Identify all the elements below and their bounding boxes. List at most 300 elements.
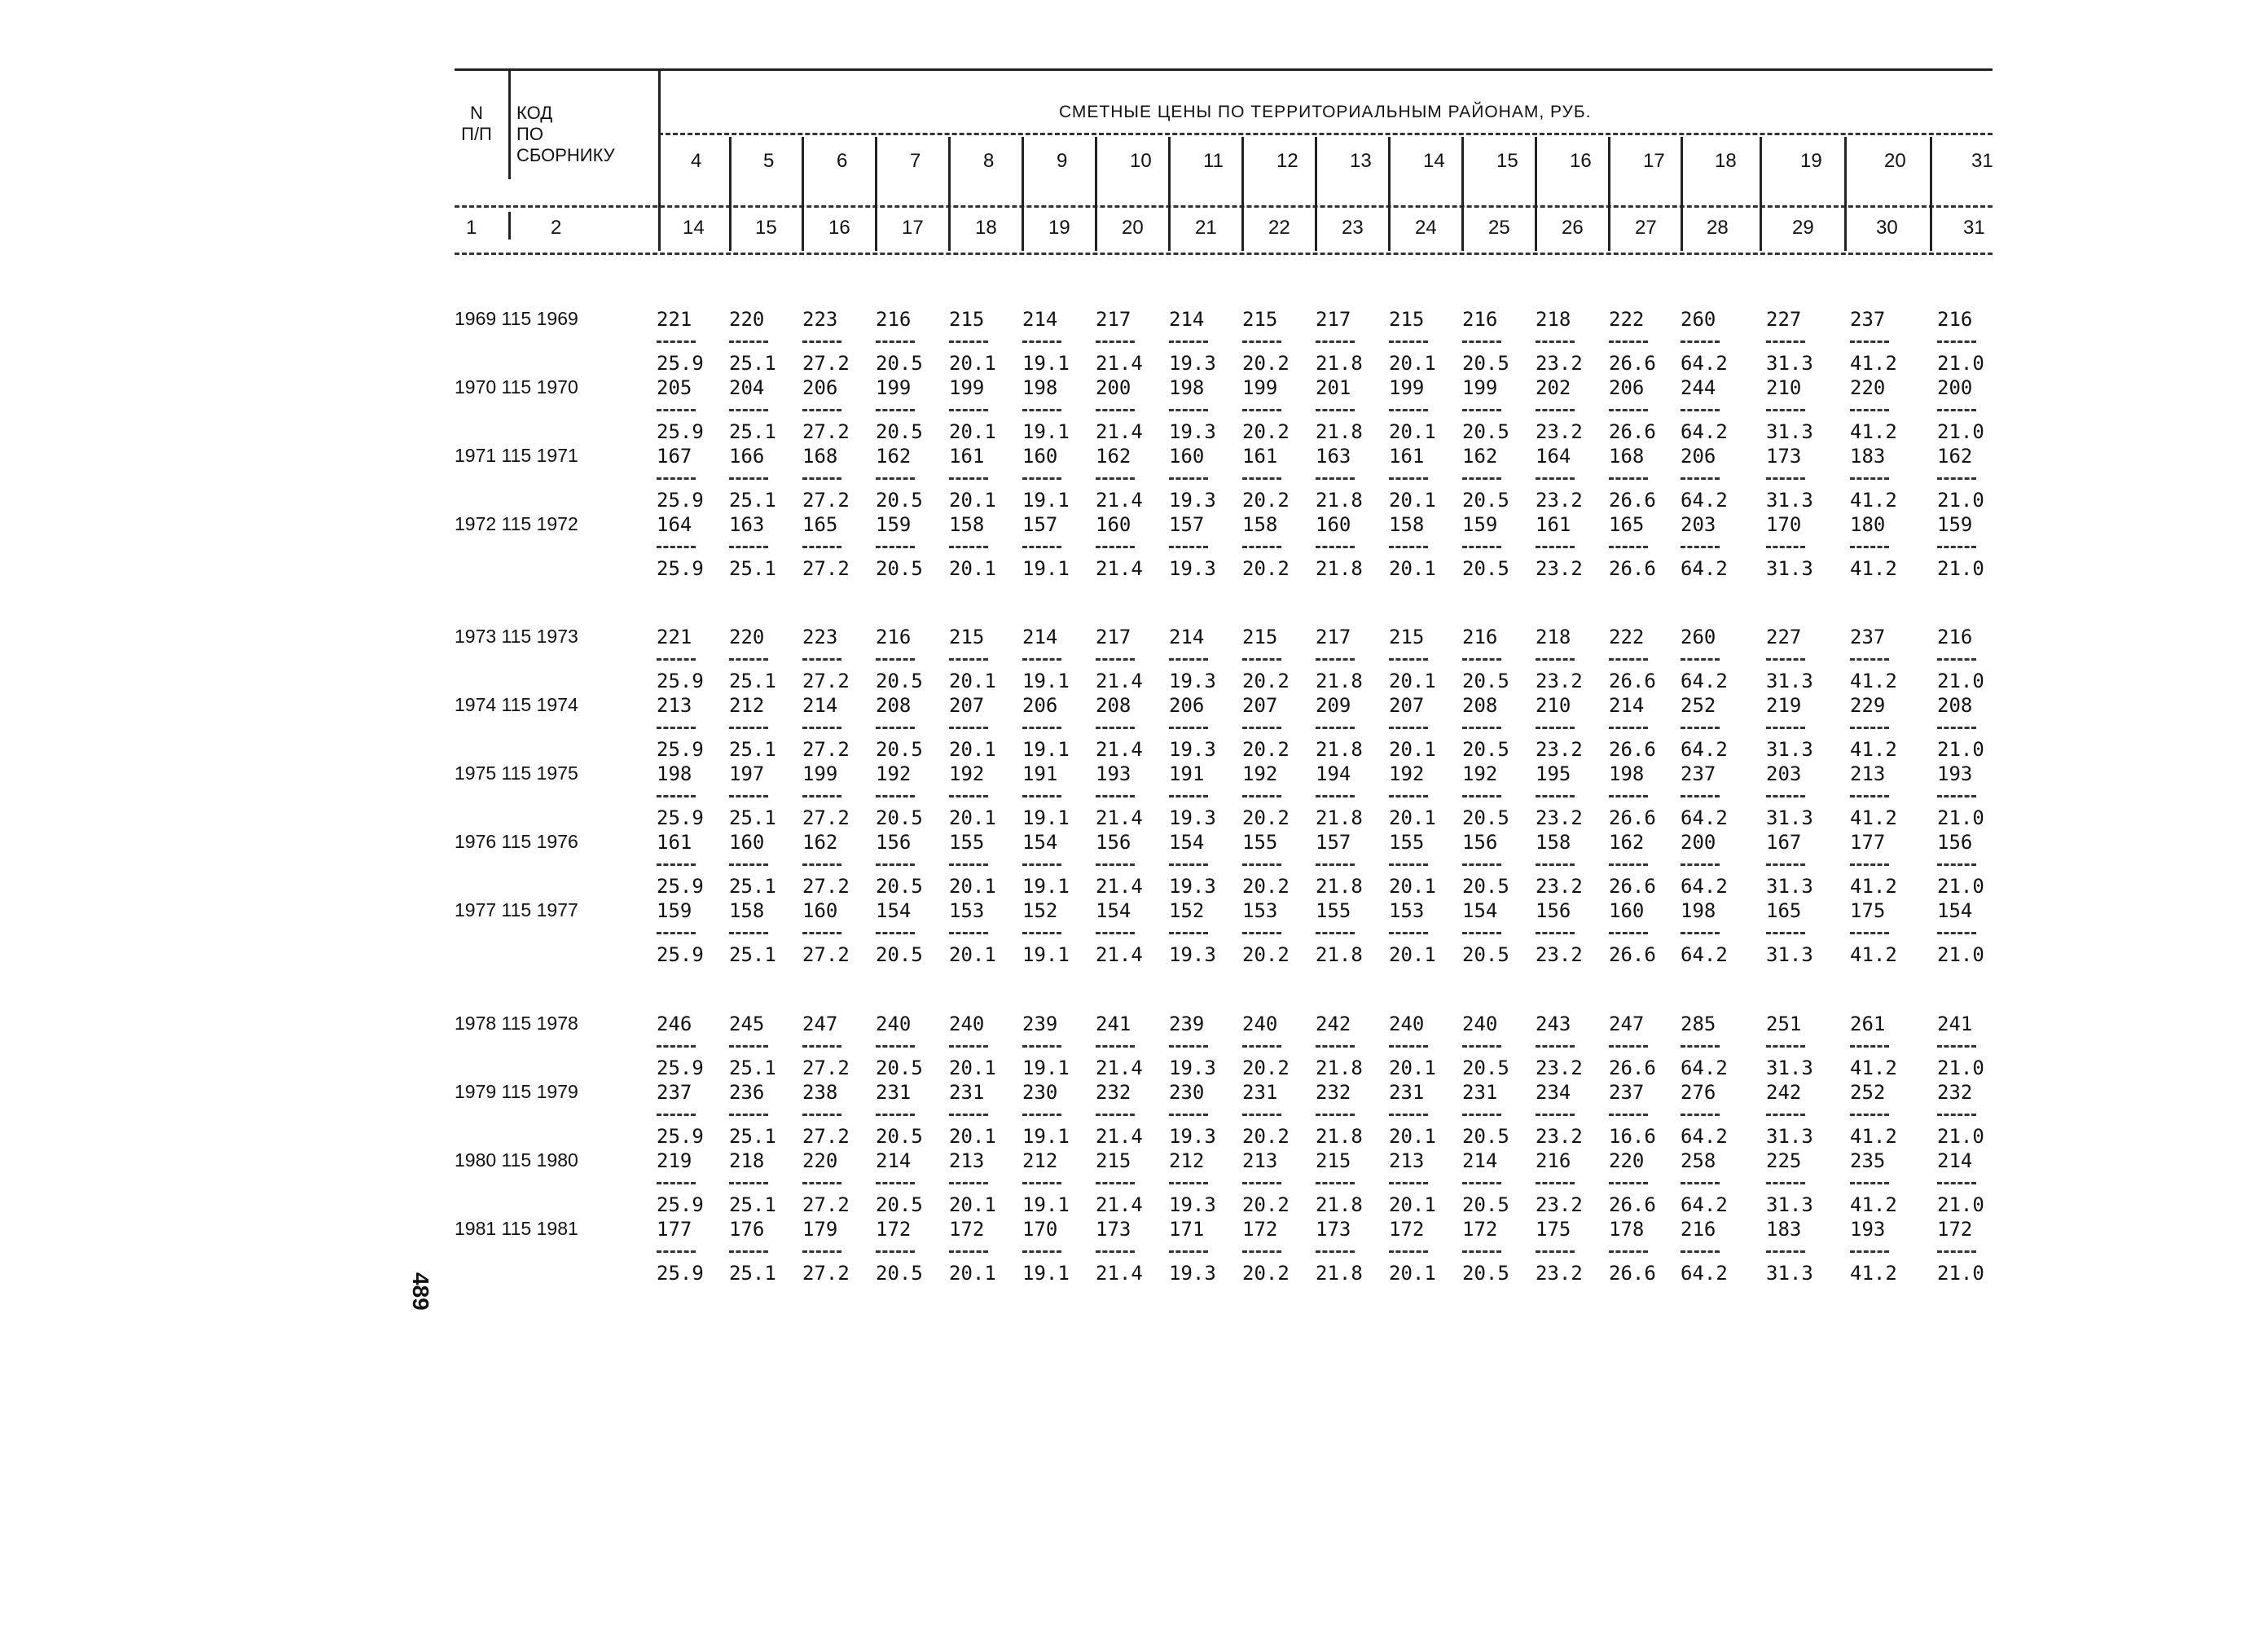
cell-separator	[1937, 795, 1976, 797]
cell-separator	[1169, 863, 1208, 866]
cell-separator	[1609, 477, 1648, 480]
coefficient-cell: 21.0	[1937, 875, 1984, 898]
cell-separator	[1242, 727, 1281, 729]
coefficient-cell: 23.2	[1536, 1262, 1583, 1285]
coefficient-cell: 25.9	[657, 670, 704, 692]
coefficient-cell: 20.1	[1389, 352, 1436, 375]
coefficient-cell: 31.3	[1766, 943, 1813, 966]
cell-separator	[1096, 727, 1135, 729]
coefficient-cell: 21.0	[1937, 1057, 1984, 1079]
price-cell: 168	[802, 445, 838, 468]
cell-separator	[876, 1045, 915, 1048]
coefficient-cell: 19.1	[1022, 943, 1070, 966]
cell-separator	[1609, 341, 1648, 343]
cell-separator	[1389, 863, 1428, 866]
cell-separator	[1316, 409, 1355, 411]
cell-separator	[1022, 795, 1061, 797]
cell-separator	[1609, 932, 1648, 934]
coefficient-cell: 20.1	[1389, 489, 1436, 512]
cell-separator	[1766, 1114, 1805, 1116]
cell-separator	[1937, 477, 1976, 480]
cell-separator	[1937, 863, 1976, 866]
cell-separator	[1681, 727, 1720, 729]
coefficient-cell: 19.1	[1022, 806, 1070, 829]
cell-separator	[1462, 546, 1501, 548]
column-divider	[1095, 137, 1097, 251]
price-cell: 242	[1766, 1081, 1802, 1104]
column-index: 31	[1963, 217, 1985, 239]
row-code: 1975 115 1975	[455, 762, 578, 784]
cell-separator	[1096, 1045, 1135, 1048]
cell-separator	[1766, 727, 1805, 729]
price-cell: 260	[1681, 626, 1716, 648]
price-cell: 159	[657, 899, 692, 922]
price-cell: 220	[729, 308, 765, 331]
cell-separator	[1681, 932, 1720, 934]
coefficient-cell: 41.2	[1850, 557, 1897, 580]
cell-separator	[876, 341, 915, 343]
cell-separator	[949, 341, 988, 343]
coefficient-cell: 25.1	[729, 1057, 776, 1079]
coefficient-cell: 21.0	[1937, 806, 1984, 829]
coefficient-cell: 21.4	[1096, 1193, 1143, 1216]
price-cell: 216	[1462, 308, 1498, 331]
cell-separator	[949, 863, 988, 866]
coefficient-cell: 27.2	[802, 557, 850, 580]
coefficient-cell: 25.9	[657, 1262, 704, 1285]
coefficient-cell: 64.2	[1681, 738, 1728, 761]
price-cell: 221	[657, 308, 692, 331]
column-divider	[1315, 137, 1317, 251]
cell-separator	[802, 1114, 841, 1116]
cell-separator	[1850, 863, 1889, 866]
price-cell: 207	[1242, 694, 1278, 717]
coefficient-cell: 25.9	[657, 420, 704, 443]
cell-separator	[1536, 409, 1575, 411]
cell-separator	[729, 341, 768, 343]
region-number: 12	[1276, 150, 1298, 172]
price-cell: 158	[949, 513, 985, 536]
cell-separator	[1242, 409, 1281, 411]
cell-separator	[1609, 795, 1648, 797]
price-cell: 217	[1096, 626, 1131, 648]
page-number: 489	[408, 1272, 433, 1311]
price-cell: 247	[1609, 1013, 1645, 1035]
coefficient-cell: 20.2	[1242, 420, 1290, 443]
coefficient-cell: 21.0	[1937, 670, 1984, 692]
cell-separator	[949, 1114, 988, 1116]
cell-separator	[802, 795, 841, 797]
coefficient-cell: 21.4	[1096, 738, 1143, 761]
price-cell: 161	[1536, 513, 1571, 536]
cell-separator	[1681, 863, 1720, 866]
column-divider	[1168, 137, 1171, 251]
coefficient-cell: 21.0	[1937, 1262, 1984, 1285]
row-code: 1981 115 1981	[455, 1218, 578, 1239]
coefficient-cell: 41.2	[1850, 352, 1897, 375]
cell-separator	[657, 932, 696, 934]
coefficient-cell: 26.6	[1609, 875, 1656, 898]
row-code: 1969 115 1969	[455, 308, 578, 329]
cell-separator	[1389, 1045, 1428, 1048]
cell-separator	[1022, 727, 1061, 729]
price-cell: 212	[1169, 1149, 1205, 1172]
coefficient-cell: 20.2	[1242, 1193, 1290, 1216]
price-cell: 161	[1242, 445, 1278, 468]
price-cell: 160	[1022, 445, 1058, 468]
price-cell: 180	[1850, 513, 1886, 536]
cell-separator	[1766, 1045, 1805, 1048]
column-index: 16	[828, 217, 850, 239]
price-cell: 214	[876, 1149, 912, 1172]
cell-separator	[1850, 1182, 1889, 1184]
price-cell: 199	[1389, 376, 1425, 399]
price-cell: 214	[1022, 308, 1058, 331]
cell-separator	[1609, 1045, 1648, 1048]
cell-separator	[657, 341, 696, 343]
price-cell: 183	[1850, 445, 1886, 468]
cell-separator	[1850, 341, 1889, 343]
coefficient-cell: 21.8	[1316, 1262, 1363, 1285]
cell-separator	[1850, 409, 1889, 411]
coefficient-cell: 20.5	[1462, 670, 1509, 692]
coefficient-cell: 20.5	[876, 420, 923, 443]
price-cell: 244	[1681, 376, 1716, 399]
price-cell: 210	[1536, 694, 1571, 717]
coefficient-cell: 23.2	[1536, 1125, 1583, 1148]
coefficient-cell: 31.3	[1766, 806, 1813, 829]
price-cell: 239	[1022, 1013, 1058, 1035]
coefficient-cell: 23.2	[1536, 806, 1583, 829]
coefficient-cell: 21.8	[1316, 875, 1363, 898]
coefficient-cell: 20.5	[876, 738, 923, 761]
price-cell: 192	[1389, 762, 1425, 785]
price-cell: 191	[1169, 762, 1205, 785]
coefficient-cell: 64.2	[1681, 670, 1728, 692]
price-cell: 214	[1022, 626, 1058, 648]
cell-separator	[1937, 409, 1976, 411]
price-cell: 239	[1169, 1013, 1205, 1035]
coefficient-cell: 25.9	[657, 943, 704, 966]
cell-separator	[1609, 727, 1648, 729]
coefficient-cell: 31.3	[1766, 557, 1813, 580]
cell-separator	[1850, 932, 1889, 934]
price-cell: 207	[949, 694, 985, 717]
cell-separator	[1022, 658, 1061, 661]
cell-separator	[1316, 932, 1355, 934]
cell-separator	[1316, 477, 1355, 480]
cell-separator	[1766, 932, 1805, 934]
coefficient-cell: 20.1	[1389, 1262, 1436, 1285]
coefficient-cell: 20.5	[1462, 1057, 1509, 1079]
price-cell: 160	[1169, 445, 1205, 468]
price-cell: 218	[1536, 308, 1571, 331]
coefficient-cell: 27.2	[802, 420, 850, 443]
price-cell: 206	[1169, 694, 1205, 717]
price-cell: 192	[1242, 762, 1278, 785]
price-cell: 237	[1681, 762, 1716, 785]
cell-separator	[729, 477, 768, 480]
coefficient-cell: 20.5	[876, 1125, 923, 1148]
cell-separator	[657, 546, 696, 548]
price-cell: 156	[1937, 831, 1973, 854]
cell-separator	[876, 863, 915, 866]
coefficient-cell: 19.1	[1022, 352, 1070, 375]
cell-separator	[1609, 863, 1648, 866]
cell-separator	[657, 727, 696, 729]
coefficient-cell: 31.3	[1766, 1193, 1813, 1216]
price-cell: 220	[1609, 1149, 1645, 1172]
price-cell: 160	[802, 899, 838, 922]
column-index: 23	[1342, 217, 1364, 239]
price-cell: 164	[657, 513, 692, 536]
cell-separator	[1462, 1250, 1501, 1253]
coefficient-cell: 19.1	[1022, 1057, 1070, 1079]
coefficient-cell: 20.5	[1462, 1193, 1509, 1216]
coefficient-cell: 25.1	[729, 1125, 776, 1148]
price-cell: 163	[1316, 445, 1351, 468]
price-cell: 173	[1316, 1218, 1351, 1241]
coefficient-cell: 20.5	[1462, 420, 1509, 443]
coefficient-cell: 25.9	[657, 1057, 704, 1079]
cell-separator	[1536, 1182, 1575, 1184]
cell-separator	[1316, 1114, 1355, 1116]
price-cell: 165	[1609, 513, 1645, 536]
coefficient-cell: 25.1	[729, 875, 776, 898]
cell-separator	[1536, 727, 1575, 729]
price-cell: 247	[802, 1013, 838, 1035]
coefficient-cell: 20.2	[1242, 489, 1290, 512]
coefficient-cell: 21.0	[1937, 738, 1984, 761]
price-cell: 154	[876, 899, 912, 922]
price-cell: 199	[949, 376, 985, 399]
price-cell: 191	[1022, 762, 1058, 785]
column-divider	[1844, 137, 1847, 251]
cell-separator	[1096, 1182, 1135, 1184]
coefficient-cell: 25.9	[657, 806, 704, 829]
price-cell: 227	[1766, 308, 1802, 331]
price-cell: 167	[1766, 831, 1802, 854]
cell-separator	[802, 863, 841, 866]
price-cell: 193	[1850, 1218, 1886, 1241]
coefficient-cell: 20.5	[876, 875, 923, 898]
cell-separator	[1681, 546, 1720, 548]
coefficient-cell: 21.0	[1937, 489, 1984, 512]
price-cell: 206	[802, 376, 838, 399]
price-cell: 207	[1389, 694, 1425, 717]
coefficient-cell: 31.3	[1766, 489, 1813, 512]
cell-separator	[1681, 341, 1720, 343]
column-index: 25	[1488, 217, 1510, 239]
price-cell: 161	[657, 831, 692, 854]
coefficient-cell: 20.1	[1389, 1125, 1436, 1148]
cell-separator	[876, 932, 915, 934]
coefficient-cell: 41.2	[1850, 806, 1897, 829]
cell-separator	[876, 546, 915, 548]
price-cell: 195	[1536, 762, 1571, 785]
cell-separator	[1536, 863, 1575, 866]
cell-separator	[802, 546, 841, 548]
price-cell: 241	[1096, 1013, 1131, 1035]
price-cell: 153	[949, 899, 985, 922]
coefficient-cell: 64.2	[1681, 1262, 1728, 1285]
price-cell: 172	[1937, 1218, 1973, 1241]
column-index: 24	[1415, 217, 1437, 239]
price-cell: 198	[1609, 762, 1645, 785]
cell-separator	[1389, 795, 1428, 797]
cell-separator	[876, 658, 915, 661]
cell-separator	[1389, 1250, 1428, 1253]
column-index: 28	[1707, 217, 1729, 239]
cell-separator	[1850, 658, 1889, 661]
price-cell: 213	[1242, 1149, 1278, 1172]
cell-separator	[1937, 658, 1976, 661]
cell-separator	[1609, 658, 1648, 661]
column-index: 19	[1048, 217, 1070, 239]
coefficient-cell: 20.2	[1242, 943, 1290, 966]
cell-separator	[1096, 409, 1135, 411]
cell-separator	[657, 863, 696, 866]
cell-separator	[1022, 546, 1061, 548]
header-row-number: N П/П	[461, 103, 492, 144]
coefficient-cell: 20.2	[1242, 557, 1290, 580]
price-cell: 155	[1242, 831, 1278, 854]
cell-separator	[1316, 341, 1355, 343]
row-code: 1971 115 1971	[455, 445, 578, 466]
coefficient-cell: 19.1	[1022, 420, 1070, 443]
price-cell: 154	[1169, 831, 1205, 854]
price-cell: 162	[1609, 831, 1645, 854]
cell-separator	[1169, 1114, 1208, 1116]
price-cell: 153	[1242, 899, 1278, 922]
cell-separator	[1536, 932, 1575, 934]
cell-separator	[1316, 727, 1355, 729]
cell-separator	[1389, 341, 1428, 343]
cell-separator	[1766, 795, 1805, 797]
cell-separator	[1242, 1045, 1281, 1048]
price-cell: 156	[1536, 899, 1571, 922]
price-cell: 241	[1937, 1013, 1973, 1035]
cell-separator	[1242, 932, 1281, 934]
coefficient-cell: 27.2	[802, 1262, 850, 1285]
cell-separator	[1242, 1182, 1281, 1184]
coefficient-cell: 19.3	[1169, 557, 1216, 580]
cell-separator	[1169, 546, 1208, 548]
coefficient-cell: 64.2	[1681, 943, 1728, 966]
price-cell: 232	[1316, 1081, 1351, 1104]
coefficient-cell: 19.3	[1169, 1125, 1216, 1148]
price-cell: 206	[1681, 445, 1716, 468]
price-cell: 230	[1022, 1081, 1058, 1104]
coefficient-cell: 20.2	[1242, 806, 1290, 829]
cell-separator	[1316, 795, 1355, 797]
coefficient-cell: 41.2	[1850, 1057, 1897, 1079]
coefficient-cell: 20.2	[1242, 875, 1290, 898]
price-cell: 217	[1316, 308, 1351, 331]
coefficient-cell: 26.6	[1609, 738, 1656, 761]
price-cell: 172	[1242, 1218, 1278, 1241]
price-cell: 216	[876, 626, 912, 648]
coefficient-cell: 21.0	[1937, 557, 1984, 580]
price-cell: 232	[1096, 1081, 1131, 1104]
region-number: 31	[1971, 150, 1993, 172]
cell-separator	[802, 727, 841, 729]
cell-separator	[949, 546, 988, 548]
coefficient-cell: 20.1	[949, 489, 996, 512]
price-cell: 237	[657, 1081, 692, 1104]
coefficient-cell: 23.2	[1536, 420, 1583, 443]
coefficient-cell: 25.9	[657, 875, 704, 898]
price-cell: 215	[1316, 1149, 1351, 1172]
price-cell: 177	[1850, 831, 1886, 854]
cell-separator	[1850, 546, 1889, 548]
price-cell: 212	[729, 694, 765, 717]
coefficient-cell: 25.1	[729, 1193, 776, 1216]
column-divider	[1241, 137, 1244, 251]
cell-separator	[1096, 863, 1135, 866]
price-cell: 220	[729, 626, 765, 648]
coefficient-cell: 20.1	[1389, 557, 1436, 580]
coefficient-cell: 20.1	[1389, 420, 1436, 443]
price-cell: 205	[657, 376, 692, 399]
coefficient-cell: 20.1	[949, 943, 996, 966]
price-cell: 154	[1022, 831, 1058, 854]
coefficient-cell: 21.8	[1316, 352, 1363, 375]
cell-separator	[1462, 727, 1501, 729]
coefficient-cell: 25.9	[657, 352, 704, 375]
column-index: 30	[1876, 217, 1898, 239]
column-index: 26	[1562, 217, 1584, 239]
coefficient-cell: 20.1	[1389, 943, 1436, 966]
cell-separator	[1609, 409, 1648, 411]
region-number: 13	[1350, 150, 1372, 172]
coefficient-cell: 64.2	[1681, 557, 1728, 580]
coefficient-cell: 21.8	[1316, 806, 1363, 829]
coefficient-cell: 27.2	[802, 943, 850, 966]
cell-separator	[1462, 1045, 1501, 1048]
price-cell: 215	[1389, 626, 1425, 648]
cell-separator	[1536, 795, 1575, 797]
cell-separator	[876, 1182, 915, 1184]
price-cell: 158	[1242, 513, 1278, 536]
coefficient-cell: 26.6	[1609, 557, 1656, 580]
cell-separator	[1681, 1182, 1720, 1184]
coefficient-cell: 25.1	[729, 670, 776, 692]
cell-separator	[1389, 409, 1428, 411]
header-code: КОД ПО СБОРНИКУ	[516, 103, 615, 165]
cell-separator	[1462, 409, 1501, 411]
cell-separator	[1766, 546, 1805, 548]
cell-separator	[1850, 1045, 1889, 1048]
cell-separator	[802, 1250, 841, 1253]
coefficient-cell: 20.5	[876, 670, 923, 692]
price-cell: 168	[1609, 445, 1645, 468]
coefficient-cell: 26.6	[1609, 1262, 1656, 1285]
price-cell: 198	[657, 762, 692, 785]
price-cell: 200	[1096, 376, 1131, 399]
price-cell: 216	[1681, 1218, 1716, 1241]
coefficient-cell: 21.8	[1316, 489, 1363, 512]
coefficient-cell: 20.5	[876, 352, 923, 375]
cell-separator	[1242, 341, 1281, 343]
coefficient-cell: 25.1	[729, 352, 776, 375]
header-divider	[508, 212, 511, 239]
cell-separator	[1316, 1182, 1355, 1184]
price-cell: 231	[1462, 1081, 1498, 1104]
price-cell: 261	[1850, 1013, 1886, 1035]
cell-separator	[1462, 341, 1501, 343]
price-cell: 216	[876, 308, 912, 331]
